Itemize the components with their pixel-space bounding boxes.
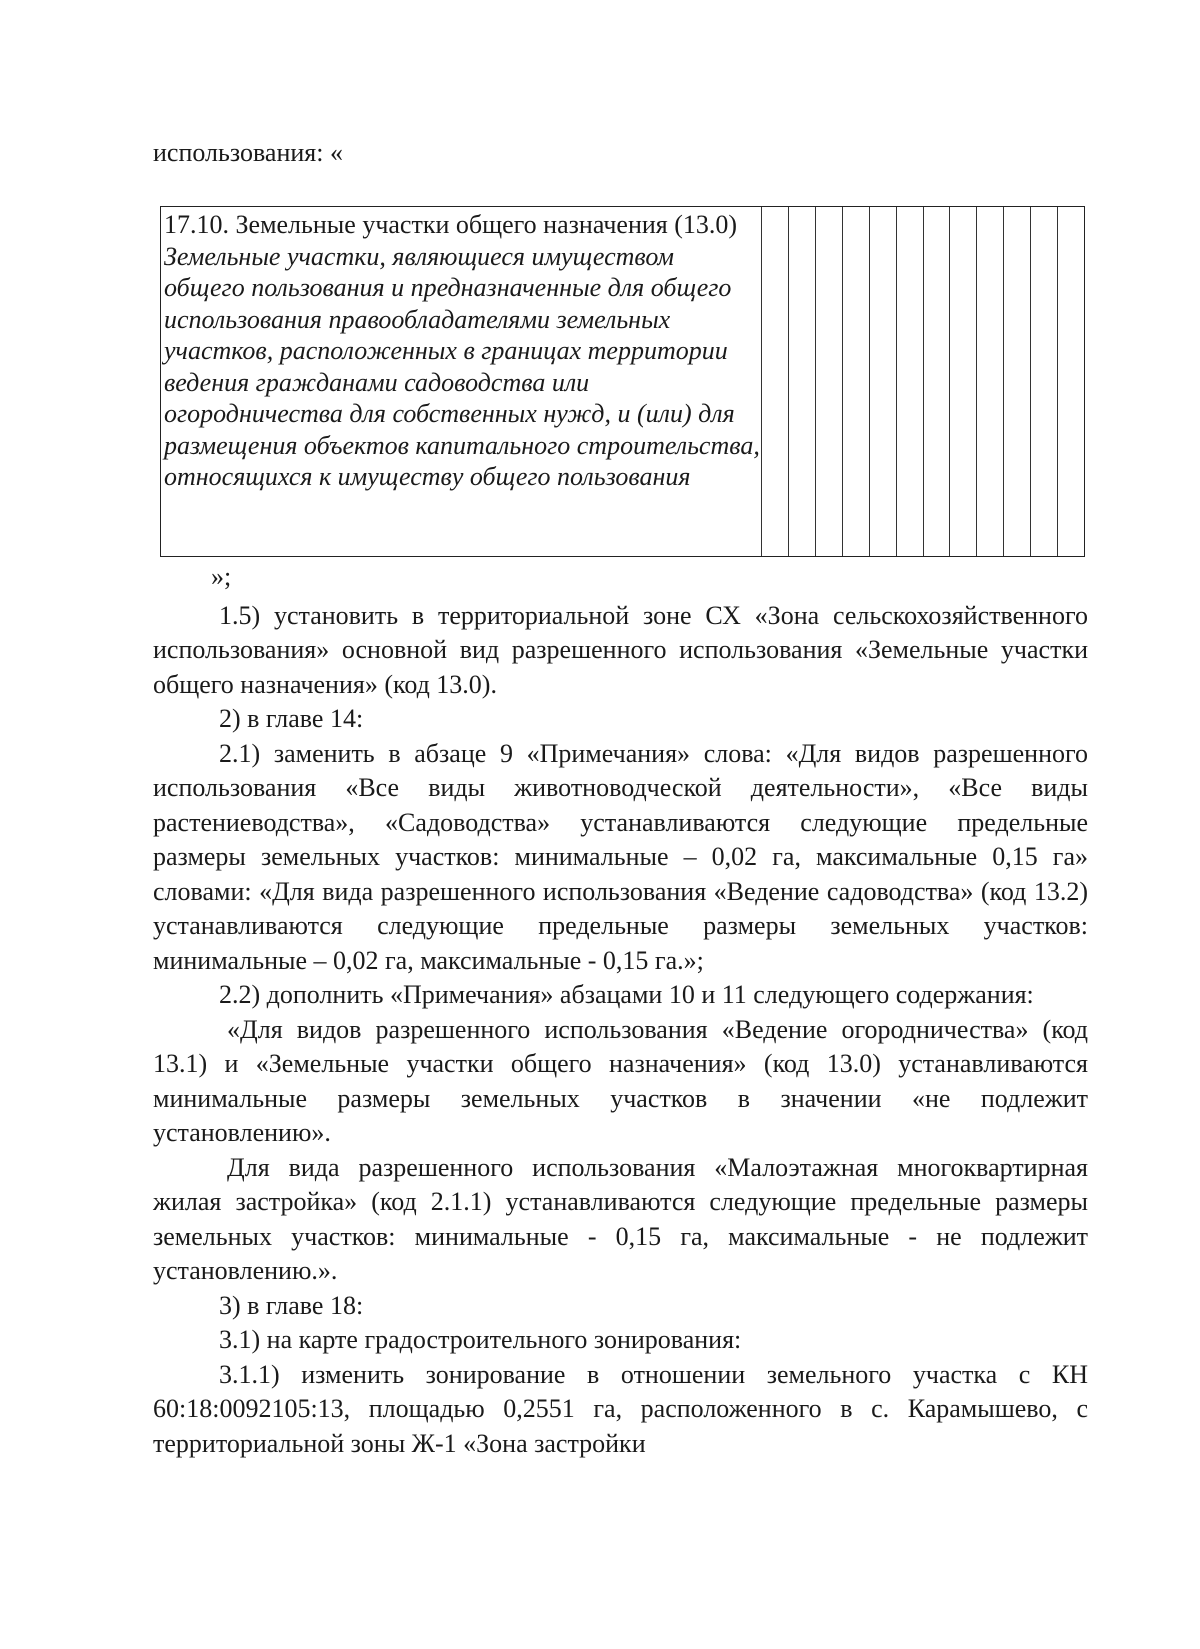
table-empty-column <box>976 207 1003 556</box>
paragraph-1-5: 1.5) установить в территориальной зоне СХ «Зона сельскохозяйственного использования» основной вид разрешенного использования «Земельные участки общего назначения» (код 13.0). <box>153 600 1088 699</box>
paragraph-3-1: 3.1) на карте градостроительного зонирования: <box>219 1325 742 1354</box>
table-empty-column <box>842 207 869 556</box>
paragraph-3: 3) в главе 18: <box>219 1290 364 1320</box>
paragraph-note-11: Для вида разрешенного использования «Малоэтажная многоквартирная жилая застройка» (код 2.1.1) устанавливаются следующие предельные размеры земельных участков: минимальные - 0,15 га, максимальные - не подлежит установлению.». <box>153 1152 1088 1285</box>
table-empty-column <box>1030 207 1057 556</box>
land-use-table <box>160 206 1085 557</box>
paragraph-2: 2) в главе 14: <box>219 704 364 733</box>
table-title: 17.10. Земельные участки общего назначения (13.0) <box>164 210 738 239</box>
table-empty-column <box>815 207 842 556</box>
paragraph-2-1: 2.1) заменить в абзаце 9 «Примечания» слова: «Для видов разрешенного использования «Все виды животноводческой деятельности», «Все виды растениеводства», «Садоводства» устанавливаются следующие предельные размеры земельных участков: минимальные – 0,02 га, максимальные 0,15 га» словами: «Для вида разрешенного использования «Ведение садоводства» (код 13.2) устанавливаются следующие предельные размеры земельных участков: минимальные – 0,02 га, максимальные - 0,15 га.»; <box>153 738 1088 975</box>
table-empty-column <box>869 207 896 556</box>
table-empty-columns <box>761 207 1084 556</box>
paragraph-note-10: «Для видов разрешенного использования «Ведение огородничества» (код 13.1) и «Земельные участки общего назначения» (код 13.0) устанавливаются минимальные размеры земельных участков в значении «не подлежит установлению». <box>153 1014 1088 1147</box>
table-text-cell <box>161 207 761 556</box>
table-empty-column <box>1057 207 1084 556</box>
paragraph-2-2: 2.2) дополнить «Примечания» абзацами 10 и 11 следующего содержания: <box>219 980 1034 1009</box>
table-empty-column <box>949 207 976 556</box>
table-description: Земельные участки, являющиеся имуществом общего пользования и предназначенные для общего использования правообладателями земельных участков, расположенных в границах территории ведения гражданами садоводства или огородничества для собственных нужд, и (или) для размещения объектов капитального строительства, относящихся к имуществу общего пользования <box>164 241 760 491</box>
paragraph-3-1-1: 3.1.1) изменить зонирование в отношении земельного участка с КН 60:18:0092105:13, площадью 0,2551 га, расположенного в с. Карамышево, с территориальной зоны Ж-1 «Зона застройки <box>153 1359 1088 1458</box>
closing-quote: »; <box>211 562 232 591</box>
table-empty-column <box>1003 207 1030 556</box>
document-body <box>153 560 1088 1461</box>
table-empty-column <box>896 207 923 556</box>
table-empty-column <box>761 207 788 556</box>
lead-line: использования: « <box>153 138 343 167</box>
table-empty-column <box>788 207 815 556</box>
table-empty-column <box>923 207 950 556</box>
